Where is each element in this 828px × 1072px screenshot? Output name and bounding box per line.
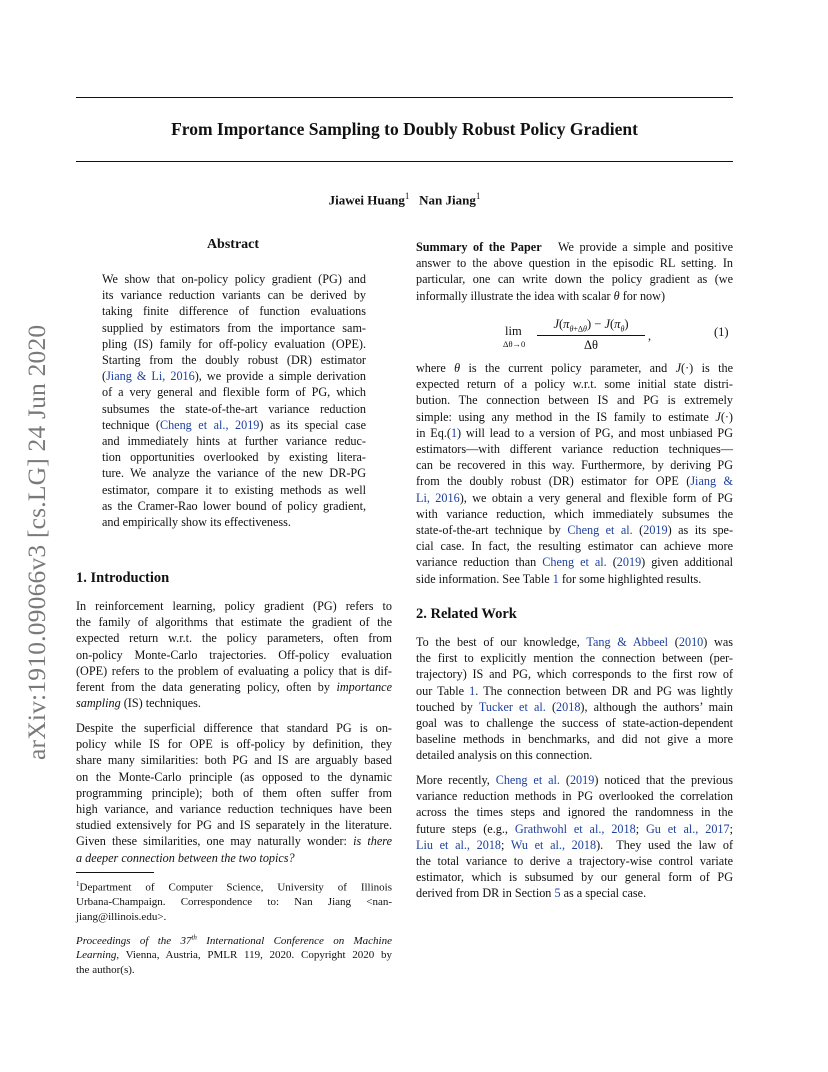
citation-link[interactable]: 2010: [678, 635, 704, 649]
text-line: variance reduction than Cheng et al. (2019) given additional: [416, 555, 734, 570]
equation-fraction-bar: [537, 335, 645, 336]
citation-link[interactable]: Liu et al., 2018: [416, 837, 502, 852]
table-ref-link[interactable]: 1: [469, 683, 476, 698]
citation-link[interactable]: Jiang &: [690, 474, 733, 489]
text-line: the family of algorithms that estimate the gradient of the: [76, 615, 392, 630]
arxiv-stamp-text: arXiv:1910.09066v3 [cs.LG] 24 Jun 2020: [22, 324, 51, 760]
text-line: studied extensively for PG and IS separately in the literature.: [76, 818, 392, 833]
summary-paragraph-1: [416, 239, 733, 304]
author-affiliation-mark: 1: [475, 191, 481, 201]
abstract-line: as the Cramer-Rao lower bound of policy gradient,: [102, 498, 366, 513]
footnote-line: jiang@illinois.edu>.: [76, 910, 167, 923]
text-line: In reinforcement learning, policy gradient (PG) refers to: [76, 599, 392, 613]
text-line: detailed analysis on this connection.: [416, 748, 593, 763]
summary-heading: Summary of the Paper: [416, 240, 542, 254]
abstract-line: and immediately hints at further variance reduc-: [102, 434, 366, 449]
citation-link[interactable]: Cheng et al.: [567, 523, 633, 538]
text-line: sampling (IS) techniques.: [76, 696, 201, 711]
abstract-line: of a very general and flexible form of PG, which: [102, 385, 366, 400]
footnote: [76, 877, 392, 924]
equation-comma: ,: [648, 329, 652, 343]
equation-numerator: $J(\pi_{\theta+\Delta\theta}) - J(\pi_\theta)$: [553, 317, 629, 334]
text-line: can be recovered in this way. Furthermore, by deriving PG: [416, 458, 733, 473]
equation-1: [503, 317, 652, 357]
text-line: Summary of the Paper We provide a simple and positive: [416, 240, 733, 254]
abstract-line: pling (IS) family for off-policy evaluation (OPE).: [102, 336, 366, 351]
abstract-line: technique (Cheng et al., 2019) as its special case: [102, 417, 366, 432]
footnote-line: Urbana-Champaign. Correspondence to: Nan Jiang <nan-: [76, 896, 392, 909]
text-line: variance reduction methods in PG overlooked the correlation: [416, 789, 733, 804]
citation-link[interactable]: Cheng et al., 2019: [159, 417, 260, 432]
author-affiliation-mark: 1: [404, 191, 410, 201]
footnote-mark: 1: [76, 880, 80, 888]
text-line: Li, 2016), we obtain a very general and flexible form of PG: [416, 490, 733, 505]
citation-link[interactable]: Gu et al., 2017: [645, 821, 730, 836]
equation-number: (1): [714, 325, 729, 339]
text-line: our Table 1. The connection between DR and PG was lightly: [416, 683, 733, 698]
equation-lim-subscript: Δθ→0: [503, 339, 526, 349]
proceedings-note: [76, 930, 392, 977]
text-line: expected return of a policy w.r.t. some initial state distri-: [416, 377, 733, 392]
equation-lim: lim: [505, 324, 522, 338]
summary-paragraph-2: [416, 360, 733, 587]
section-heading-introduction: 1. Introduction: [76, 570, 170, 586]
proceedings-line: Learning, Vienna, Austria, PMLR 119, 2020. Copyright 2020 by: [76, 949, 392, 962]
citation-link[interactable]: 2019: [643, 523, 668, 538]
section-heading-related-work: 2. Related Work: [416, 606, 517, 622]
text-line: programming principle); both of them often suffer from: [76, 785, 392, 800]
related-paragraph-1: [416, 634, 733, 764]
author-list: [76, 191, 733, 208]
text-line: cial case. In fact, the resulting estimator can achieve more: [416, 539, 733, 554]
abstract-line: Starting from the doubly robust (DR) estimator: [102, 353, 366, 368]
title-top-rule: [76, 97, 733, 98]
citation-link[interactable]: Jiang & Li, 2016: [106, 369, 195, 384]
text-line: goal was to challenge the success of state-action-dependent: [416, 716, 733, 731]
citation-link[interactable]: Li, 2016: [416, 490, 460, 505]
citation-link[interactable]: Tucker et al.: [478, 699, 546, 714]
text-line: the total variance to derive a trajectory-wise control variate: [416, 854, 733, 869]
text-line: share many similarities: both PG and IS are arguably based: [76, 753, 392, 768]
text-line: the first to explicitly mention the connection between (per-: [416, 651, 733, 666]
intro-paragraph-2: [76, 720, 392, 866]
abstract-line: supplied by estimators from the importance sam-: [102, 320, 366, 335]
text-line: expected return w.r.t. the policy parameters, often from: [76, 631, 392, 646]
abstract-body: [102, 271, 366, 530]
paper-title: From Importance Sampling to Doubly Robust Policy Gradient: [171, 119, 638, 139]
citation-link[interactable]: Wu et al., 2018: [510, 837, 597, 852]
text-line: To the best of our knowledge, Tang & Abbeel (2010) was: [416, 635, 734, 649]
text-line: simple: using any method in the IS family to estimate J(·): [416, 409, 733, 424]
related-paragraph-2: [416, 772, 733, 902]
citation-link[interactable]: Cheng et al.: [542, 555, 607, 570]
abstract-line: estimator, compare it to existing methods as well: [102, 482, 366, 497]
text-line: from the doubly robust (DR) estimator for OPE (Jiang &: [416, 474, 733, 489]
text-line: baseline methods in benchmarks, and did not give a more: [416, 732, 733, 747]
text-line: Liu et al., 2018; Wu et al., 2018). They used the law of: [416, 837, 734, 852]
equation-ref-link[interactable]: 1: [450, 425, 458, 440]
text-line: a deeper connection between the two topics?: [76, 850, 295, 865]
text-line: on-policy Monte-Carlo trajectories. Off-policy evaluation: [76, 647, 392, 662]
citation-link[interactable]: Tang & Abbeel: [586, 635, 669, 649]
abstract-line: (Jiang & Li, 2016), we provide a simple derivation: [102, 369, 366, 384]
citation-link[interactable]: 2018: [556, 699, 581, 714]
text-line: across the times steps and ignored the randomness in the: [416, 805, 733, 820]
abstract-line: tion opportunities overlooked by existing litera-: [102, 450, 366, 465]
text-line: estimator, which is subsumed by our general form of PG: [416, 870, 733, 885]
citation-link[interactable]: Grathwohl et al., 2018: [514, 821, 636, 836]
citation-link[interactable]: 2019: [616, 555, 642, 570]
text-line: Despite the superficial difference that standard PG is on-: [76, 721, 392, 735]
citation-link[interactable]: Cheng et al.: [495, 773, 560, 787]
table-ref-link[interactable]: 1: [552, 571, 559, 586]
text-line: high variance, and variance reduction techniques have been: [76, 802, 392, 817]
intro-paragraph-1: [76, 598, 392, 711]
text-line: Given these similarities, one may naturally wonder: is there: [76, 834, 393, 849]
author-name: Jiawei Huang: [328, 192, 405, 208]
text-line: touched by Tucker et al. (2018), although the authors’ main: [416, 699, 734, 714]
abstract-line: and empirically show its effectiveness.: [102, 515, 291, 530]
section-ref-link[interactable]: 5: [554, 886, 561, 901]
text-line: informally illustrate the idea with scalar θ for now): [416, 288, 666, 303]
text-line: ferent from the data generating policy, often by importance: [76, 680, 392, 695]
equation-denominator: Δθ: [583, 338, 599, 352]
arxiv-stamp: [22, 290, 52, 760]
text-line: side information. See Table 1 for some highlighted results.: [416, 571, 702, 586]
title-bottom-rule: [76, 161, 733, 162]
citation-link[interactable]: 2019: [569, 773, 595, 787]
proceedings-line: Proceedings of the 37th International Conference on Machine: [76, 933, 392, 947]
text-line: state-of-the-art technique by Cheng et al. (2019) as its spe-: [416, 523, 734, 538]
text-line: More recently, Cheng et al. (2019) noticed that the previous: [416, 773, 733, 787]
text-line: with variance reduction, which immediately subsumes the: [416, 506, 733, 521]
footnote-rule: [76, 872, 154, 873]
text-line: estimators—with different variance reduction techniques—: [416, 442, 733, 457]
abstract-line: subsumes the state-of-the-art variance reduction: [102, 401, 366, 416]
text-line: answer to the above question in the episodic RL setting. In: [416, 256, 733, 271]
proceedings-line: the author(s).: [76, 963, 135, 976]
text-line: policy while IS for OPE is off-policy by definition, they: [76, 737, 392, 752]
abstract-line: We show that on-policy policy gradient (PG) and: [102, 272, 366, 286]
abstract-heading: Abstract: [206, 237, 260, 252]
text-line: on the Monte-Carlo principle (as opposed to the dynamic: [76, 769, 392, 784]
text-line: trajectory) IS and PG, which corresponds to the first row of: [416, 667, 733, 682]
text-line: (OPE) refers to the problem of evaluating a policy that is dif-: [76, 663, 392, 678]
footnote-line: $^1$Department of Computer Science, University of Illinois: [76, 880, 392, 894]
text-line: future steps (e.g., Grathwohl et al., 2018; Gu et al., 2017;: [416, 821, 733, 836]
abstract-line: ture. We analyze the variance of the new DR-PG: [102, 466, 366, 481]
text-line: in Eq.(1) will lead to a version of PG, and most unbiased PG: [416, 425, 733, 440]
abstract-line: taking finite difference of function evaluations: [102, 304, 366, 319]
text-line: particular, one can write down the policy gradient as (we: [416, 272, 733, 287]
author-name: Nan Jiang: [419, 192, 476, 208]
abstract-line: its variance reduction variants can be derived by: [102, 288, 366, 303]
text-line: derived from DR in Section 5 as a special case.: [416, 886, 647, 901]
text-line: where θ is the current policy parameter, and J(·) is the: [416, 361, 733, 375]
text-line: bution. The connection between IS and PG is extremely: [416, 393, 733, 408]
